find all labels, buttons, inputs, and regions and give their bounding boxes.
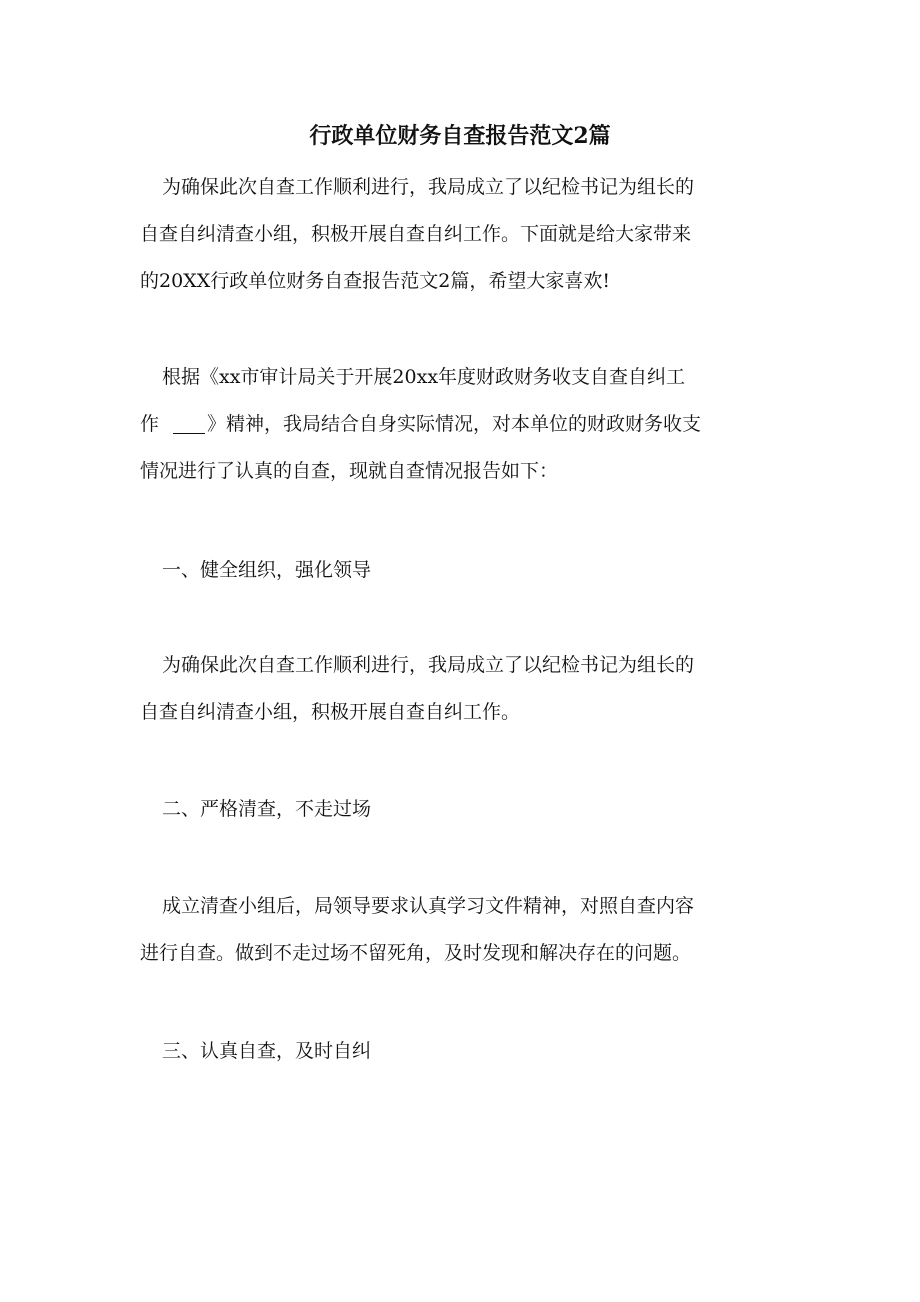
section-2-line-2: 进行自查。做到不走过场不留死角，及时发现和解决存在的问题。	[140, 942, 692, 964]
basis-line-2-prefix: 作	[140, 413, 160, 435]
basis-paragraph	[140, 354, 780, 495]
intro-paragraph	[140, 164, 780, 305]
section-1-paragraph	[140, 642, 780, 736]
section-2-paragraph	[140, 883, 780, 977]
section-1-heading: 一、健全组织，强化领导	[162, 559, 372, 581]
section-3-heading: 三、认真自查，及时自纠	[162, 1040, 372, 1062]
basis-line-3: 情况进行了认真的自查，现就自查情况报告如下：	[140, 460, 559, 482]
section-2-heading-block	[140, 786, 780, 833]
intro-line-3: 的20XX行政单位财务自查报告范文2篇，希望大家喜欢!	[140, 270, 610, 292]
document-title: 行政单位财务自查报告范文2篇	[309, 123, 611, 149]
section-2-line-1: 成立清查小组后，局领导要求认真学习文件精神，对照自查内容	[162, 895, 695, 917]
section-3-heading-block	[140, 1028, 780, 1075]
section-1-line-1: 为确保此次自查工作顺利进行，我局成立了以纪检书记为组长的	[162, 654, 695, 676]
intro-line-2: 自查自纠清查小组，积极开展自查自纠工作。下面就是给大家带来	[140, 223, 692, 245]
fill-in-blank	[173, 414, 205, 434]
basis-line-2-suffix: 》精神，我局结合自身实际情况，对本单位的财政财务收支	[207, 413, 702, 435]
section-1-line-2: 自查自纠清查小组，积极开展自查自纠工作。	[140, 701, 521, 723]
basis-line-1: 根据《xx市审计局关于开展20xx年度财政财务收支自查自纠工	[162, 366, 686, 388]
intro-line-1: 为确保此次自查工作顺利进行，我局成立了以纪检书记为组长的	[162, 176, 695, 198]
section-2-heading: 二、严格清查，不走过场	[162, 798, 372, 820]
section-1-heading-block	[140, 547, 780, 594]
basis-line-2	[140, 401, 780, 448]
